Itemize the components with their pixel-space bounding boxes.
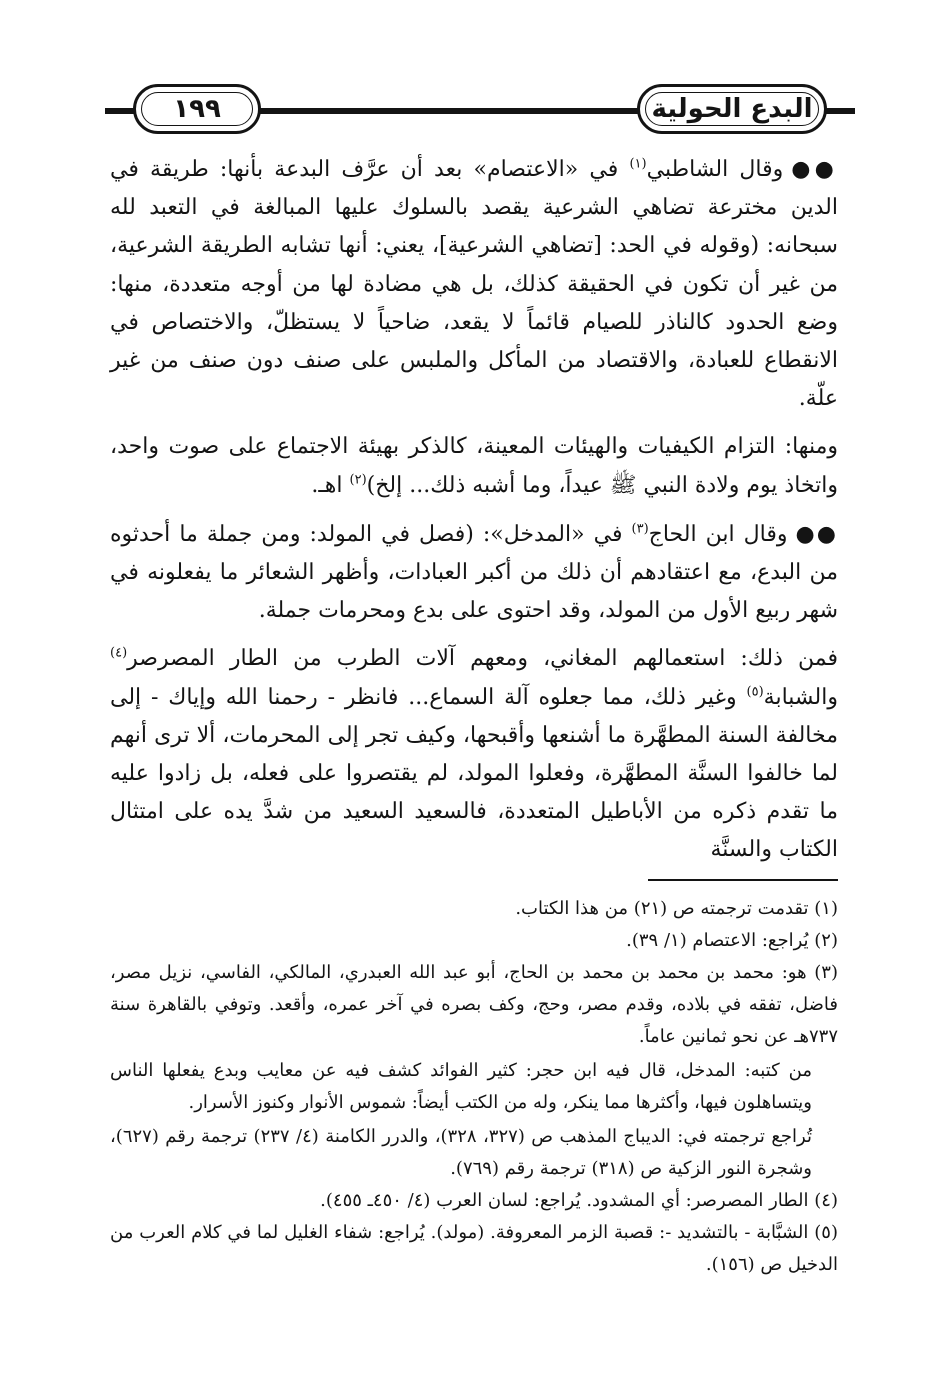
- paragraph-instruments: [110, 640, 838, 869]
- paragraph-ibn-alhajj: [110, 515, 838, 631]
- footnotes: [110, 893, 838, 1281]
- paragraph-text: وقال الشاطبي: [646, 157, 784, 182]
- footnote-ref[interactable]: (٤): [110, 646, 128, 662]
- paragraph-text: في «الاعتصام» بعد أن عرَّف البدعة بأنها: طريقة في الدين مخترعة تضاهي الشرعية يقصد بالسلوك عليها المبالغة في التعبد لله سبحانه: (وقوله في الحد: [تضاهي الشرعية]، يعني: أنها تشابه الطريقة الشرعية، من غير أن تكون في الحقيقة كذلك، بل هي مضادة لها من أوجه متعددة، منها: وضع الحدود كالناذر للصيام قائماً لا يقعد، ضاحياً لا يستظلّ، والاختصاص في الانقطاع للعبادة، والاقتصاد من المأكل والملبس على صنف دون صنف من غير علّة.: [110, 157, 838, 412]
- paragraph-text: ومنها: التزام الكيفيات والهيئات المعينة، كالذكر بهيئة الاجتماع على صوت واحد، واتخاذ يوم ولادة النبي ﷺ عيداً، وما أشبه ذلك... إلخ): [110, 434, 838, 498]
- footnote-ref[interactable]: (١): [629, 156, 647, 172]
- paragraph-kayfiyat: [110, 428, 838, 504]
- body-text: [110, 150, 838, 880]
- footnote-1: (١) تقدمت ترجمته ص (٢١) من هذا الكتاب.: [515, 898, 838, 919]
- header-title-cartouche: [637, 84, 827, 134]
- footnote-3: (٣) هو: محمد بن محمد بن محمد بن الحاج، أبو عبد الله العبدري، المالكي، الفاسي، نزيل مصر، فاضل، تفقه في بلاده، وقدم مصر، وحج، وكف بصره في آخر عمره، وأقعد. وتوفي بالقاهرة سنة ٧٣٧هـ عن نحو ثمانين عاماً.: [110, 962, 838, 1047]
- page-number-cartouche: [133, 84, 261, 134]
- paragraph-text: اهـ.: [311, 472, 350, 498]
- paragraph-text: فمن ذلك: استعمالهم المغاني، ومعهم آلات الطرب من الطار المصرصر: [127, 646, 838, 672]
- running-header: [105, 80, 855, 144]
- paragraph-text: وقال ابن الحاج: [648, 521, 788, 547]
- footnote-ref[interactable]: (٥): [746, 684, 764, 700]
- paragraph-bullet: ●●: [795, 520, 838, 547]
- page-number: ١٩٩: [173, 94, 221, 124]
- footnote-ref[interactable]: (٣): [631, 521, 649, 537]
- paragraph-shatibi: [110, 150, 838, 418]
- paragraph-text: والشبابة: [763, 684, 838, 710]
- footnote-ref[interactable]: (٢): [349, 472, 367, 488]
- footnote-3-works: من كتبه: المدخل، قال فيه ابن حجر: كثير الفوائد كشف فيه عن معايب وبدع يفعلها الناس ويتساهلون فيها، وأكثرها مما ينكر، وله من الكتب أيضاً: شموس الأنوار وكنوز الأسرار.: [110, 1060, 812, 1113]
- paragraph-text: في «المدخل»: (فصل في المولد: ومن جملة ما أحدثوه من البدع، مع اعتقادهم أن ذلك من أكبر العبادات، وأظهر الشعائر ما يفعلونه في شهر ربيع الأول من المولد، وقد احتوى على بدع ومحرمات جملة.: [110, 521, 838, 624]
- footnote-3-sources: تُراجع ترجمته في: الديباج المذهب ص (٣٢٧، ٣٢٨)، والدرر الكامنة (٤/ ٢٣٧) ترجمة رقم (٦٢٧)، وشجرة النور الزكية ص (٣١٨) ترجمة رقم (٧٦٩).: [110, 1126, 812, 1179]
- footnote-5: (٥) الشبَّابة - بالتشديد -: قصبة الزمر المعروفة. (مولد). يُراجع: شفاء الغليل لما في كلام العرب من الدخيل ص (١٥٦).: [110, 1222, 838, 1275]
- paragraph-bullet: ●●: [791, 156, 839, 182]
- footnote-4: (٤) الطار المصرصر: أي المشدود. يُراجع: لسان العرب (٤/ ٤٥٠ـ ٤٥٥).: [320, 1190, 838, 1211]
- chapter-title: البدع الحولية: [651, 94, 813, 124]
- paragraph-text: وغير ذلك، مما جعلوه آلة السماع... فانظر - رحمنا الله وإياك - إلى مخالفة السنة المطهَّرة ما أشنعها وأقبحها، وكيف تجر إلى المحرمات، ألا ترى أنهم لما خالفوا السنَّة المطهَّرة، وفعلوا المولد، لم يقتصروا على فعله، بل زادوا عليه ما تقدم ذكره من الأباطيل المتعددة، فالسعيد السعيد من شدَّ يده على امتثال الكتاب والسنَّة: [110, 684, 838, 863]
- footnote-2: (٢) يُراجع: الاعتصام (١/ ٣٩).: [626, 930, 838, 951]
- footnote-separator: [648, 879, 838, 881]
